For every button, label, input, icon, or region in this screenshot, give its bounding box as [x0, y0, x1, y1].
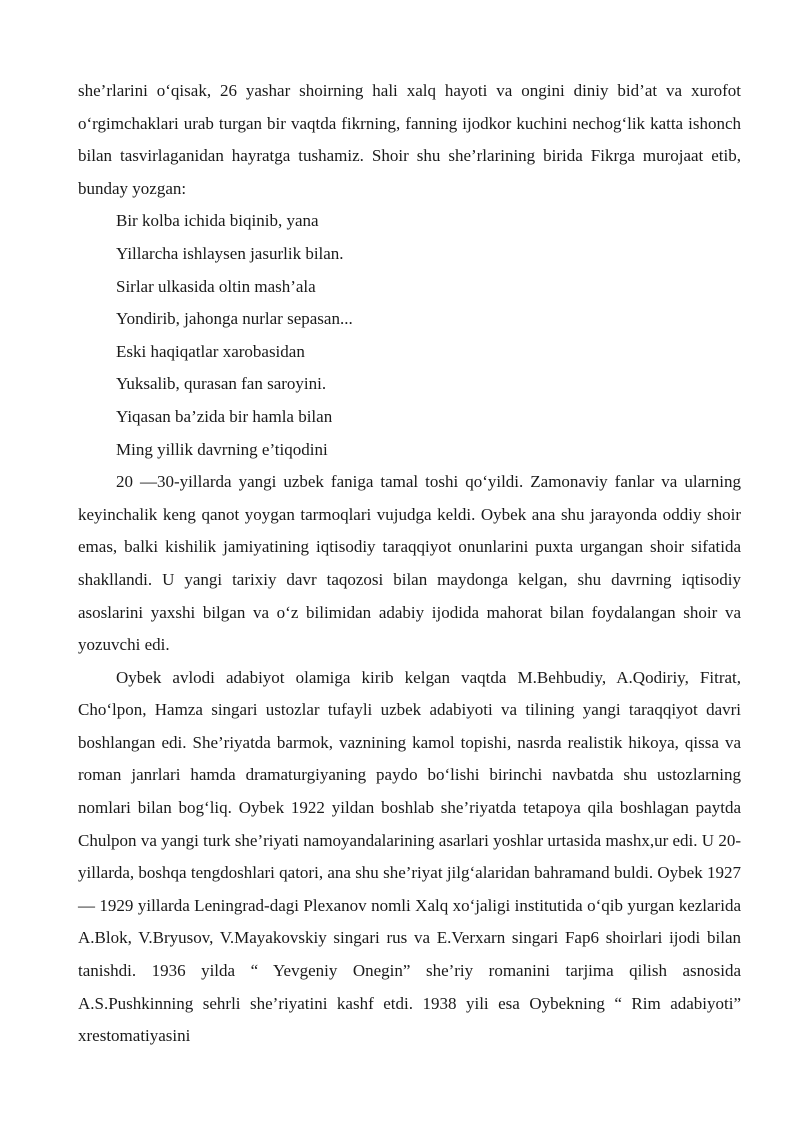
poem-line: Yondirib, jahonga nurlar sepasan...	[116, 309, 353, 329]
poem-line: Yillarcha ishlaysen jasurlik bilan.	[116, 243, 344, 263]
poem-line: Yuksalib, qurasan fan saroyini.	[116, 374, 327, 394]
poem-line: Yiqasan ba’zida bir hamla bilan	[116, 406, 333, 426]
paragraph-literary-generation: Oybek avlodi adabiyot olamiga kirib kelgan vaqtda M.Behbudiy, A.Qodiriy, Fitrat, Cho‘lpon, Hamza singari ustozlar tufayli uzbek adabiyoti va tilining yangi taraqqiyot davri boshlangan edi. She’riyatda barmok, vaznining kamol topishi, nasrda realistik hikoya, qissa va roman janrlari hamda dramaturgiyaning paydo bo‘lishi birinchi navbatda shu ustozlarning nomlari bilan bog‘liq. Oybek 1922 yildan boshlab she’riyatda tetapoya qila boshlagan paytda Chulpon va yangi turk she’riyati namoyandalarining asarlari yoshlar urtasida mashx,ur edi. U 20-yillarda, boshqa tengdoshlari qatori, ana shu she’riyat jilg‘alaridan bahramand buldi. Oybek 1927 — 1929 yillarda Leningrad-dagi Plexanov nomli Xalq xo‘jaligi institutida o‘qib yurgan kezlarida A.Blok, V.Bryusov, V.Mayakovskiy singari rus va E.Verxarn singari Fap6 shoirlari ijodi bilan tanishdi. 1936 yilda “ Yevgeniy Onegin” she’riy romanini tarjima qilish asnosida A.S.Pushkinning sehrli she’riyatini kashf etdi. 1938 yili esa Oybekning “ Rim adabiyoti” xrestomatiyasini	[78, 667, 741, 1046]
document-body	[78, 75, 741, 1053]
paragraph-intro: she’rlarini o‘qisak, 26 yashar shoirning hali xalq hayoti va ongini diniy bid’at va xurofot o‘rgimchaklari urab turgan bir vaqtda fikrning, fanning ijodkor kuchini nechog‘lik katta ishonch bilan tasvirlaganidan hayratga tushamiz. Shoir shu she’rlarining birida Fikrga murojaat etib, bunday yozgan:	[78, 81, 741, 198]
paragraph-science-era: 20 —30-yillarda yangi uzbek faniga tamal toshi qo‘yildi. Zamonaviy fanlar va ularning keyinchalik keng qanot yoygan tarmoqlari vujudga keldi. Oybek ana shu jarayonda oddiy shoir emas, balki kishilik jamiyatining iqtisodiy taraqqiyot onunlarini puxta urgangan shoir sifatida shakllandi. U yangi tarixiy davr taqozosi bilan maydonga kelgan, shu davrning iqtisodiy asoslarini yaxshi bilgan va o‘z bilimidan adabiy ijodida mahorat bilan foydalangan shoir va yozuvchi edi.	[78, 472, 741, 655]
poem-line: Sirlar ulkasida oltin mash’ala	[116, 276, 316, 296]
poem	[78, 205, 741, 466]
poem-line: Ming yillik davrning e’tiqodini	[116, 439, 328, 459]
poem-line: Bir kolba ichida biqinib, yana	[116, 211, 319, 231]
poem-line: Eski haqiqatlar xarobasidan	[116, 341, 305, 361]
